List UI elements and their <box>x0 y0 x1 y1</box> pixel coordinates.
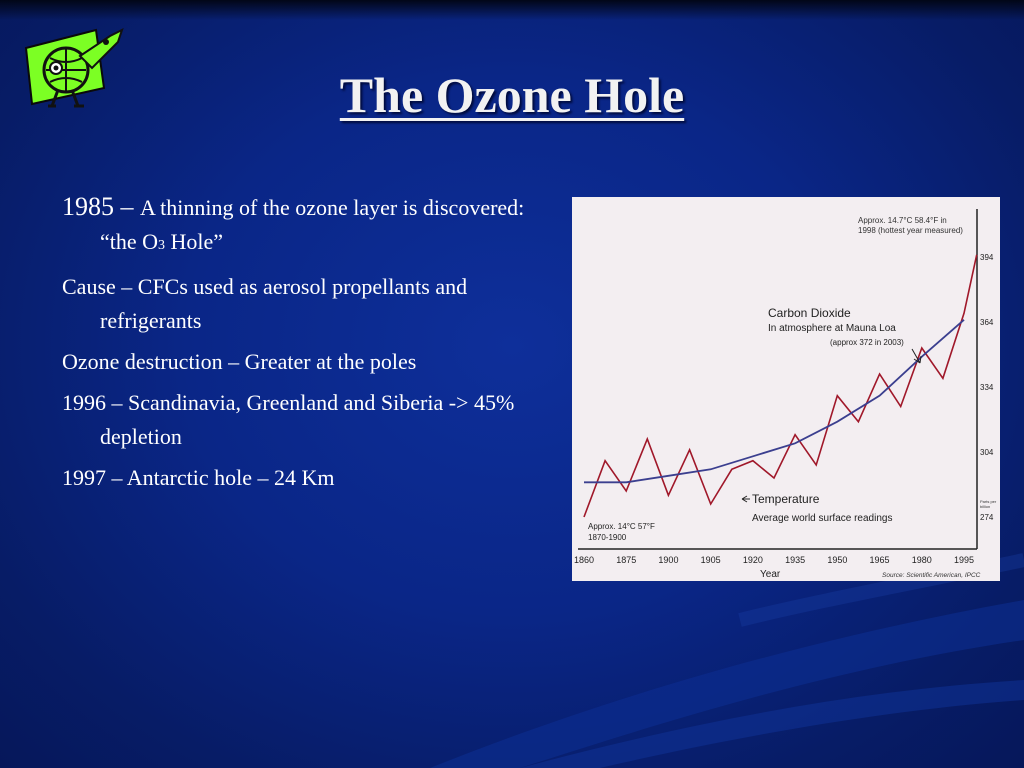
temperature-label-title: Temperature <box>752 492 820 506</box>
bullet-1985-tail: Hole” <box>165 229 224 254</box>
annotation-bottom-2: 1870-1900 <box>588 533 627 542</box>
bullet-1985-text: A thinning of the ozone layer is discovered: “the O <box>100 195 525 254</box>
co2-label-note: (approx 372 in 2003) <box>830 338 904 347</box>
temperature-series-line <box>584 255 977 517</box>
x-tick-label: 1935 <box>785 555 806 565</box>
bullet-ozone-destruction: Ozone destruction – Greater at the poles <box>62 349 417 374</box>
x-tick-label: 1920 <box>742 555 763 565</box>
co2-temperature-chart <box>572 197 1000 581</box>
co2-label-title: Carbon Dioxide <box>768 306 851 320</box>
y-tick-label: 274 <box>980 513 994 522</box>
x-tick-label: 1900 <box>658 555 679 565</box>
y-tick-label: 364 <box>980 318 994 327</box>
x-tick-label: 1905 <box>700 555 721 565</box>
carbon-dioxide-series-line <box>584 320 964 483</box>
slide-title: The Ozone Hole <box>339 67 685 123</box>
y-units-label-1: Parts per <box>980 499 997 504</box>
x-tick-label: 1980 <box>911 555 932 565</box>
x-axis-label: Year <box>760 569 781 580</box>
chart-svg <box>572 197 1000 581</box>
temperature-arrow <box>742 496 750 502</box>
y-units-label-2: billion <box>980 504 991 509</box>
chart-source: Source: Scientific American, IPCC <box>882 572 981 579</box>
x-tick-label: 1950 <box>827 555 848 565</box>
x-tick-label: 1995 <box>953 555 975 565</box>
temperature-label-sub: Average world surface readings <box>752 513 893 524</box>
ozone-subscript: 3 <box>158 238 166 253</box>
bullet-1985 <box>62 190 532 263</box>
bullet-list <box>62 190 532 502</box>
annotation-bottom-1: Approx. 14°C 57°F <box>588 522 655 531</box>
x-tick-label: 1875 <box>616 555 637 565</box>
bullet-1996: 1996 – Scandinavia, Greenland and Siberia -> 45% depletion <box>62 390 515 449</box>
bullet-cause: Cause – CFCs used as aerosol propellants and refrigerants <box>62 274 468 333</box>
annotation-top-1: Approx. 14.7°C 58.4°F in <box>858 216 947 225</box>
co2-label-sub: In atmosphere at Mauna Loa <box>768 323 896 334</box>
bullet-1985-lead: 1985 – <box>62 192 140 221</box>
y-tick-label: 334 <box>980 383 994 392</box>
annotation-top-2: 1998 (hottest year measured) <box>858 226 963 235</box>
bullet-1997: 1997 – Antarctic hole – 24 Km <box>62 465 335 490</box>
x-tick-label: 1965 <box>869 555 890 565</box>
y-tick-label: 304 <box>980 448 994 457</box>
x-tick-label: 1860 <box>573 555 595 565</box>
y-tick-label: 394 <box>980 253 994 262</box>
